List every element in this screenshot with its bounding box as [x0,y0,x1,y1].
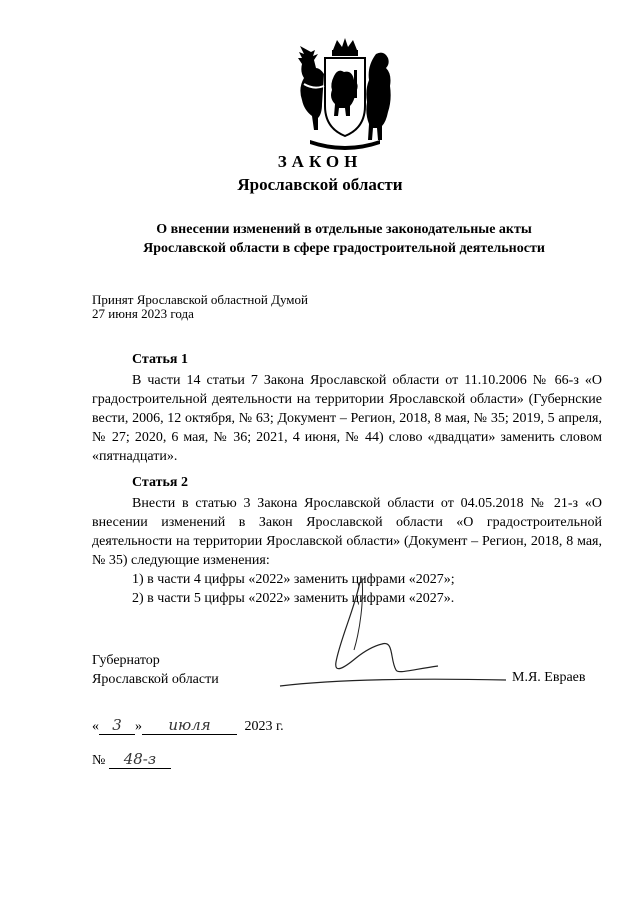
signing-date [92,716,284,735]
article-1-text: В части 14 статьи 7 Закона Ярославской области от 11.10.2006 № 66-з «О градостроительной деятельности на территории Ярославской области» (Губернские вести, 2006, 12 октября, № 63; Документ – Регион, 2018, 8 мая, № 35; 2019, 5 апреля, № 27; 2020, 6 мая, № 36; 2021, 4 июня, № 44) слово «двадцати» заменить словом «пятнадцати». [92,373,602,464]
signatory-position-line-1: Губернатор [92,653,160,668]
article-1-body [92,371,602,466]
article-2-item-2: 2) в части 5 цифры «2022» заменить цифрами «2027». [132,591,455,606]
number-label: № [92,753,106,768]
document-title: ЗАКОН [277,152,363,171]
date-year: 2023 г. [244,719,284,734]
article-2-text: Внести в статью 3 Закона Ярославской области от 04.05.2018 № 21-з «О внесении изменений в Закон Ярославской области «О градостроительной деятельности на территории Ярославской области» (Документ – Регион, 2018, 8 мая, № 35) следующие изменения: [92,496,602,568]
signatory-position [92,651,219,689]
article-2-item-1: 1) в части 4 цифры «2022» заменить цифрами «2027»; [132,572,455,587]
signatory-name: М.Я. Евраев [512,670,586,685]
signatory-position-line-2: Ярославской области [92,672,219,687]
document-subject-line-1: О внесении изменений в отдельные законодательные акты [156,222,532,237]
date-month: июля [142,716,237,735]
document-region: Ярославской области [237,175,403,194]
date-close-quote: » [135,719,142,734]
adoption-date: 27 июня 2023 года [92,306,194,321]
number-value: 48-з [109,750,171,769]
adoption-line-1: Принят Ярославской областной Думой [92,292,308,307]
article-1-heading: Статья 1 [132,352,188,367]
handwritten-signature [270,570,510,690]
date-day: 3 [99,716,135,735]
article-2-heading: Статья 2 [132,475,188,490]
date-open-quote: « [92,719,99,734]
coat-of-arms-emblem [290,36,400,152]
document-subject-line-2: Ярославской области в сфере градостроительной деятельности [143,241,545,256]
law-number [92,750,171,769]
